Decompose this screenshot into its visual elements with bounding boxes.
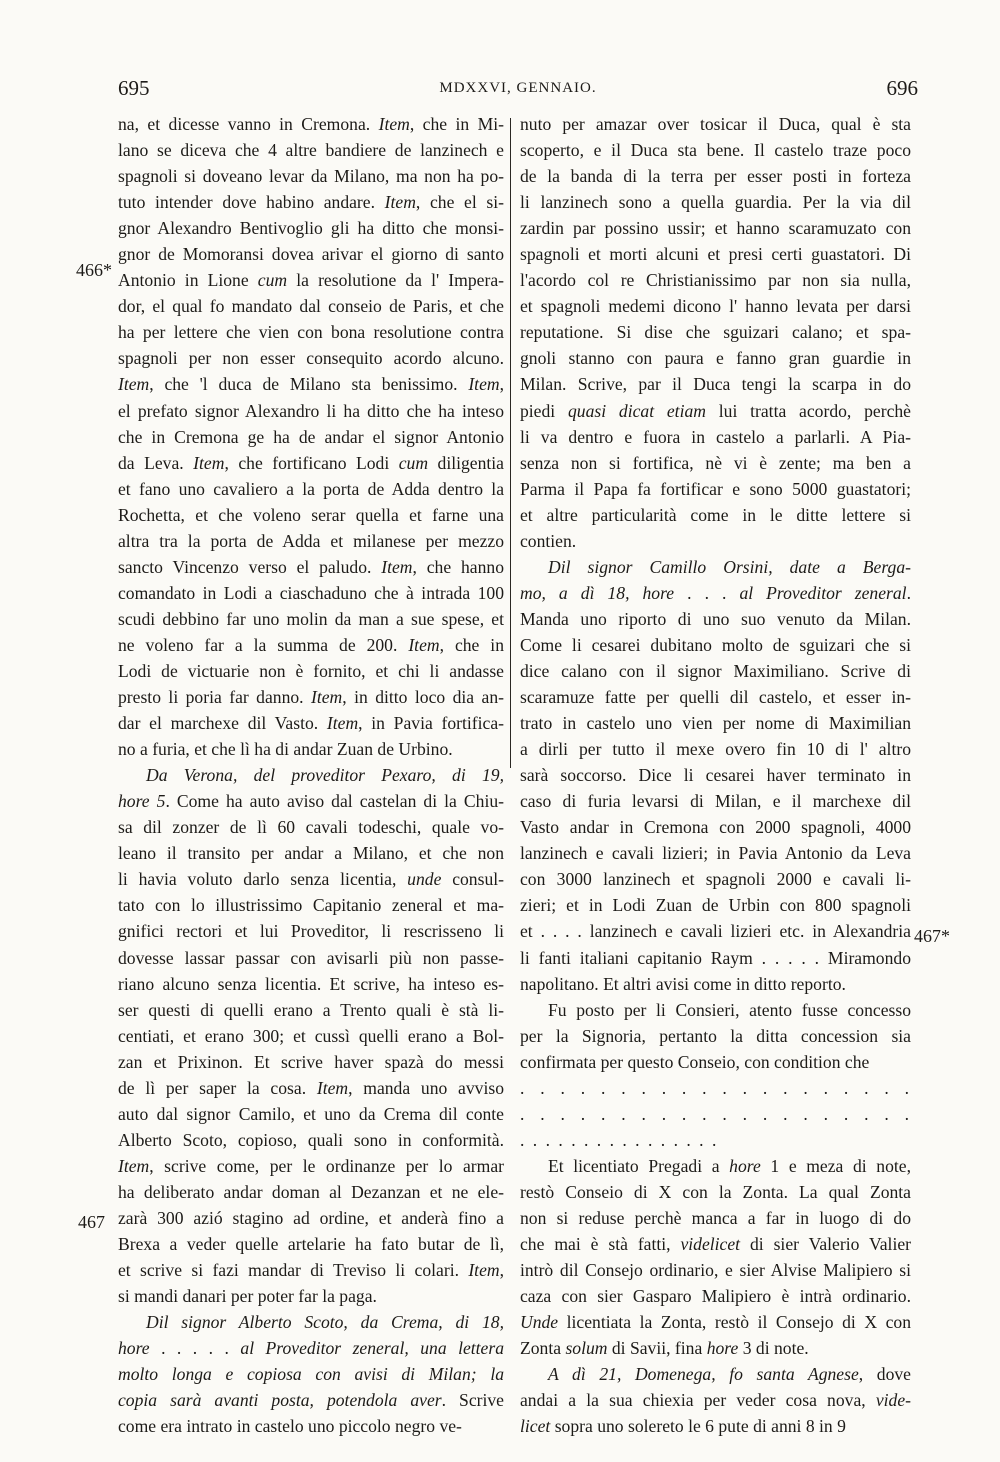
text-line: Unde licentiata la Zonta, restò il Consejo di X con	[520, 1312, 911, 1333]
text-line: confirmata per questo Conseio, con condition che	[520, 1051, 870, 1072]
text-line: zardin par possino ussir; et hanno scaramuzato con	[520, 218, 911, 239]
text-line: con 3000 lanzinech et spagnoli 2000 e cavali li-	[520, 869, 911, 890]
text-line: trato in castelo uno vien per nome di Maximilian	[520, 713, 911, 734]
text-line: a dirli per tutto il mexe overo fin 10 di l' altro	[520, 739, 911, 760]
text-line: et . . . . lanzinech e cavali lizieri etc. in Alexandria	[520, 921, 911, 942]
page-number-right: 696	[886, 76, 918, 100]
text-line: gnor de Momoransi dovea arivar el giorno di santo	[118, 244, 504, 265]
running-title: MDXXVI, GENNAIO.	[439, 80, 597, 96]
text-line: caza con sier Gasparo Malipiero è intrà ordinario.	[520, 1286, 911, 1307]
text-line: spagnoli et morti alcuni et presi certi guastatori. Di	[520, 244, 911, 265]
text-line: per la Signoria, pertanto la ditta concession sia	[520, 1025, 911, 1046]
text-line: el prefato signor Alexandro li ha ditto che ha inteso	[118, 400, 504, 421]
text-line: lanzinech e cavali lizieri; in Pavia Antonio da Leva	[520, 843, 911, 864]
text-line: ha deliberato andar doman al Dezanzan et ne ele-	[118, 1181, 504, 1202]
text-line: centiati, et erano 300; et cussì quelli erano a Bol-	[118, 1025, 504, 1046]
text-line: ha per lettere che vien con bona resolutione contra	[118, 322, 504, 343]
text-line: Come li cesarei dubitano molto de sguizari che si	[520, 634, 911, 655]
text-line: Vasto andar in Cremona con 2000 spagnoli, 4000	[520, 817, 911, 838]
margin-folio-466: 466*	[76, 260, 112, 280]
text-line: che mai è stà fatti, videlicet di sier Valerio Valier	[520, 1234, 911, 1255]
text-line: lano se diceva che 4 altre bandiere de lanzinech e	[118, 140, 504, 161]
text-line: de lì per saper la cosa. Item, manda uno avviso	[118, 1077, 504, 1098]
text-line: ne voleno far a la summa de 200. Item, che in	[118, 634, 504, 655]
text-line: Brexa a veder quelle artelarie ha fato butar de lì,	[118, 1234, 504, 1255]
text-line: . . . . . . . . . . . . . . . . . . . .	[520, 1077, 911, 1098]
text-line: hore 5. Come ha auto aviso dal castelan di la Chiu-	[118, 791, 504, 812]
text-line: zarà 300 azió stagino ad ordine, et anderà fino a	[118, 1207, 504, 1228]
text-line: spagnoli per non esser consequito acordo alcuno.	[118, 348, 504, 369]
text-line: et altre particularità come in le ditte lettere si	[520, 504, 911, 525]
text-line: intrò dil Consejo ordinario, e sier Alvise Malipiero si	[520, 1260, 911, 1281]
text-line: tato con lo illustrissimo Capitanio zeneral et ma-	[118, 895, 504, 916]
text-line: dovesse lassar passar con avisarli più non passe-	[118, 947, 504, 968]
margin-folio-467-left: 467	[78, 1212, 105, 1232]
text-line: tuto intender dove habino andare. Item, che el si-	[118, 192, 504, 213]
text-line: li va dentro e fuora in castelo a parlarli. A Pia-	[520, 426, 911, 447]
text-line: A dì 21, Domenega, fo santa Agnese, dove	[548, 1364, 911, 1385]
text-line: Et licentiato Pregadi a hore 1 e meza di note,	[548, 1155, 911, 1176]
text-line: sa dil zonzer de lì 60 cavali todeschi, quale vo-	[118, 817, 504, 838]
text-line: dar el marchexe dil Vasto. Item, in Pavia fortifica-	[118, 713, 504, 734]
text-line: nuto per amazar over tosicar il Duca, qual è sta	[520, 114, 911, 134]
text-line: mo, a dì 18, hore . . . al Proveditor zeneral.	[520, 582, 911, 603]
text-line: Item, scrive come, per le ordinanze per lo armar	[118, 1155, 504, 1176]
text-line: et spagnoli medemi dicono l' hanno levata per darsi	[520, 296, 911, 317]
text-line: li havia voluto darlo senza licentia, unde consul-	[118, 869, 504, 890]
text-line: licet sopra uno solereto le 6 pute di anni 8 in 9	[520, 1416, 846, 1437]
right-column	[520, 111, 911, 1439]
text-line: gnoli stanno con paura e fanno gran guardie in	[520, 348, 911, 369]
text-line: leano il transito per andar a Milano, et che non	[118, 843, 504, 864]
text-line: Alberto Scoto, copioso, quali sono in conformità.	[118, 1129, 504, 1150]
text-line: na, et dicesse vanno in Cremona. Item, che in Mi-	[118, 114, 505, 134]
text-line: presto li poria far danno. Item, in ditto loco dia an-	[118, 687, 504, 708]
text-line: dor, el qual fo mandato dal conseio de Paris, et che	[118, 296, 504, 317]
text-line: et scrive si fazi mandar di Treviso li colari. Item,	[118, 1260, 504, 1281]
text-line: Lodi de victuarie non è fornito, et chi li andasse	[118, 660, 504, 681]
text-line: . . . . . . . . . . . . . . . .	[520, 1129, 719, 1150]
text-line: hore . . . . . al Proveditor zeneral, una lettera	[118, 1338, 505, 1359]
text-line: Da Verona, del proveditor Pexaro, di 19,	[146, 765, 504, 786]
text-line: copia sarà avanti posta, potendola aver. Scrive	[118, 1390, 504, 1411]
text-line: altra tra la porta de Adda et milanese per mezzo	[118, 530, 504, 551]
text-line: ser questi di quelli erano a Trento quali è stà li-	[118, 999, 504, 1020]
text-line: spagnoli si doveano levar da Milano, ma non ha po-	[118, 166, 504, 187]
text-line: molto longa e copiosa con avisi di Milan; la	[118, 1364, 504, 1385]
text-line: gnor Alexandro Bentivoglio gli ha ditto che monsi-	[118, 218, 504, 239]
text-line: caso di furia levarsi di Milan, e il marchexe dil	[520, 791, 911, 812]
page-number-left: 695	[118, 76, 150, 100]
text-line: senza non si fortifica, nè vi è zente; ma ben a	[520, 452, 911, 473]
text-line: Milan. Scrive, par il Duca tengi la scarpa in do	[520, 374, 911, 395]
text-line: da Leva. Item, che fortificano Lodi cum diligentia	[118, 452, 504, 473]
text-line: Rochetta, et che voleno serar quella et farne una	[118, 504, 504, 525]
text-line: come era intrato in castelo uno piccolo negro ve-	[118, 1416, 462, 1437]
text-line: gnifici rectori et lui Proveditor, li rescrisseno li	[118, 921, 504, 942]
text-line: riano alcuno senza licentia. Et scrive, ha inteso es-	[118, 973, 504, 994]
text-line: Antonio in Lione cum la resolutione da l' Impera-	[118, 270, 504, 291]
margin-folio-467-right: 467*	[914, 926, 950, 946]
text-line: piedi quasi dicat etiam lui tratta acordo, perchè	[520, 400, 911, 421]
text-line: de la banda di la terra per esser posti in forteza	[520, 166, 911, 187]
text-line: Dil signor Camillo Orsini, date a Berga-	[548, 556, 911, 577]
text-line: li lanzinech sono a quella guardia. Per la via dil	[520, 192, 911, 213]
text-line: contien.	[520, 530, 577, 551]
text-line: zieri; et in Lodi Zuan de Urbin con 800 spagnoli	[520, 895, 911, 916]
text-line: zan et Prixinon. Et scrive haver spazà do messi	[118, 1051, 504, 1072]
text-line: . . . . . . . . . . . . . . . . . . . .	[520, 1103, 911, 1124]
text-line: non si reduse perchè manca a far in luogo di do	[520, 1207, 911, 1228]
text-line: scoperto, e il Duca sta bene. Il castelo traze poco	[520, 140, 911, 161]
text-line: andai a la sua chiexia per veder cosa nova, vide-	[520, 1390, 911, 1411]
left-column	[118, 111, 504, 1439]
text-line: scaramuze fatte per quelli dil castelo, et esser in-	[520, 687, 911, 708]
text-line: Item, che 'l duca de Milano sta benissimo. Item,	[118, 374, 504, 395]
text-line: no a furia, et che lì ha di andar Zuan de Urbino.	[118, 739, 453, 760]
text-line: restò Conseio di X con la Zonta. La qual Zonta	[520, 1181, 911, 1202]
text-line: Zonta solum di Savii, fina hore 3 di note.	[520, 1338, 809, 1359]
text-line: sancto Vincenzo verso el paludo. Item, che hanno	[118, 556, 504, 577]
text-line: reputatione. Si dise che sguizari calano; et spa-	[520, 322, 911, 343]
text-line: et fano uno cavaliero a la porta de Adda dentro la	[118, 478, 504, 499]
column-divider	[510, 118, 511, 768]
text-line: che in Cremona ge ha de andar el signor Antonio	[118, 426, 504, 447]
text-line: dice calano con il signor Maximiliano. Scrive di	[520, 660, 911, 681]
text-line: l'acordo col re Christianissimo par non sia nulla,	[520, 270, 911, 291]
text-line: comandato in Lodi a ciaschaduno che à intrada 100	[118, 582, 504, 603]
text-line: sarà soccorso. Dice li cesarei haver terminato in	[520, 765, 911, 786]
page-header	[118, 76, 918, 106]
text-line: li fanti italiani capitanio Raym . . . . . Miramondo	[520, 947, 911, 968]
text-line: napolitano. Et altri avisi come in ditto reporto.	[520, 973, 846, 994]
text-line: auto dal signor Camilo, et uno da Crema dil conte	[118, 1103, 504, 1124]
text-line: scudi debbino far uno molin da man a sue spese, et	[118, 608, 504, 629]
text-line: Manda uno riporto di uno suo venuto da Milan.	[520, 608, 911, 629]
text-line: Dil signor Alberto Scoto, da Crema, di 18,	[146, 1312, 504, 1333]
text-line: Fu posto per li Consieri, atento fusse concesso	[548, 999, 911, 1020]
text-line: Parma il Papa fa fortificar e sono 5000 guastatori;	[520, 478, 911, 499]
text-line: si mandi danari per poter far la paga.	[118, 1286, 377, 1307]
